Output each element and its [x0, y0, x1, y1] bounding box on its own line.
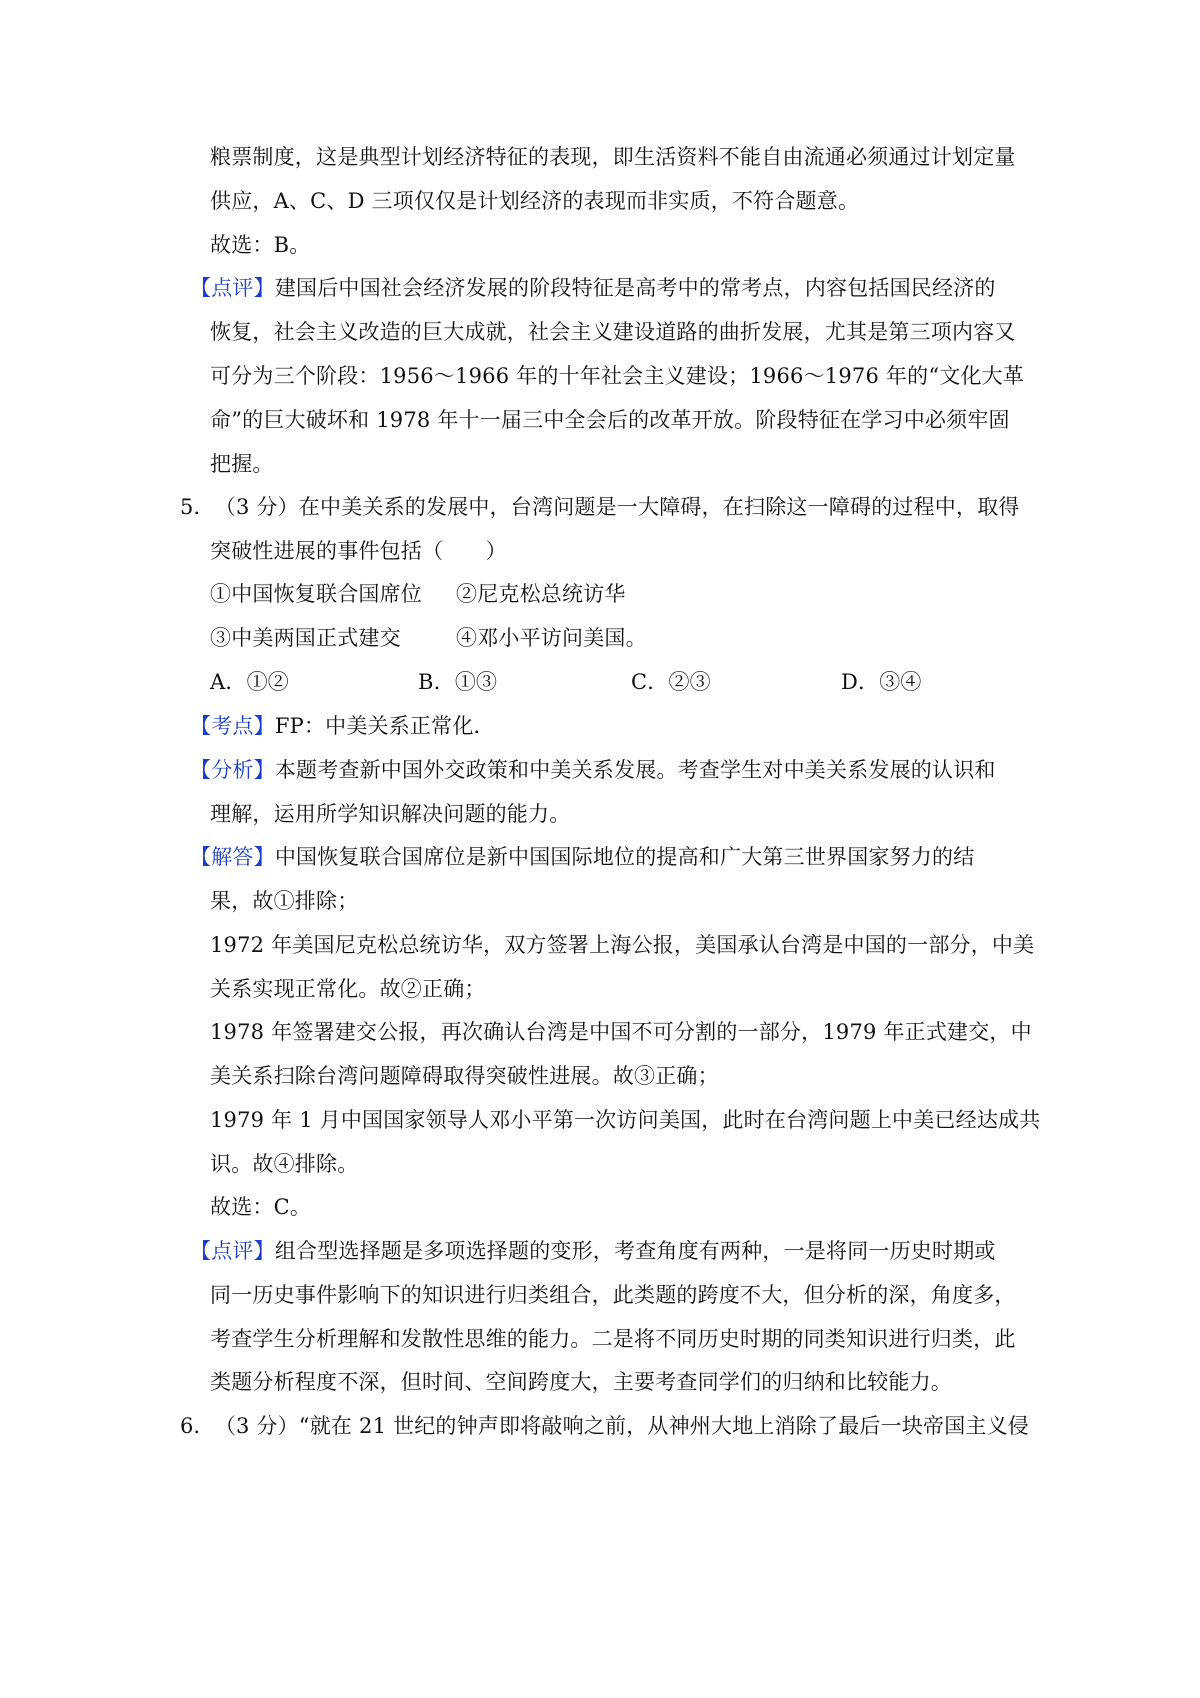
comment-text: 建国后中国社会经济发展的阶段特征是高考中的常考点，内容包括国民经济的 — [274, 276, 996, 300]
statement-item: ②尼克松总统访华 — [456, 582, 626, 606]
statement-item: ①中国恢复联合国席位 — [210, 582, 422, 606]
question-5-stem — [180, 493, 1020, 521]
kaodian-text: FP：中美关系正常化． — [274, 714, 495, 738]
jieda-tag: 【解答】 — [190, 845, 275, 869]
fenxi-line: 理解，运用所学知识解决问题的能力。 — [210, 802, 571, 826]
question-stem-text: （3 分）在中美关系的发展中，台湾问题是一大障碍，在扫除这一障碍的过程中，取得 — [214, 495, 1020, 519]
statement-item: ③中美两国正式建交 — [210, 626, 401, 650]
dianping-line: 类题分析程度不深，但时间、空间跨度大，主要考查同学们的归纳和比较能力。 — [210, 1370, 952, 1394]
prev-comment-line: 可分为三个阶段：1956～1966 年的十年社会主义建设；1966～1976 年的“文化大革 — [210, 364, 1025, 388]
question-6-stem — [180, 1412, 1030, 1440]
prev-answer: 故选：B。 — [210, 233, 311, 257]
dianping-line — [190, 1237, 1020, 1265]
jieda-line: 关系实现正常化。故②正确； — [210, 977, 486, 1001]
prev-comment-line: 恢复，社会主义改造的巨大成就，社会主义建设道路的曲折发展，尤其是第三项内容又 — [210, 320, 1016, 344]
fenxi-text: 本题考查新中国外交政策和中美关系发展。考查学生对中美关系发展的认识和 — [274, 758, 996, 782]
prev-solution-line: 供应，A、C、D 三项仅仅是计划经济的表现而非实质，不符合题意。 — [210, 189, 860, 213]
option-c: C．②③ — [631, 670, 711, 694]
option-d: D．③④ — [841, 670, 922, 694]
jieda-line: 果，故①排除； — [210, 889, 359, 913]
question-5-answer: 故选：C。 — [210, 1195, 312, 1219]
jieda-line: 识。故④排除。 — [210, 1152, 359, 1176]
dianping-line: 同一历史事件影响下的知识进行归类组合，此类题的跨度不大，但分析的深，角度多， — [210, 1283, 1016, 1307]
option-b: B．①③ — [418, 670, 498, 694]
prev-comment-line: 把握。 — [210, 452, 274, 476]
statement-item: ④邓小平访问美国。 — [456, 626, 647, 650]
dianping-text: 组合型选择题是多项选择题的变形，考查角度有两种，一是将同一历史时期或 — [274, 1239, 996, 1263]
jieda-line — [190, 843, 1020, 871]
prev-comment-line — [190, 274, 1020, 302]
question-number: 5． — [180, 495, 215, 519]
kaodian-tag: 【考点】 — [190, 714, 275, 738]
jieda-line: 美关系扫除台湾问题障碍取得突破性进展。故③正确； — [210, 1064, 719, 1088]
kaodian-line — [190, 712, 1020, 740]
jieda-text: 中国恢复联合国席位是新中国国际地位的提高和广大第三世界国家努力的结 — [274, 845, 975, 869]
question-5-items — [210, 624, 1040, 652]
question-stem-text: （3 分）“就在 21 世纪的钟声即将敲响之前，从神州大地上消除了最后一块帝国主义侵 — [214, 1414, 1030, 1438]
jieda-line: 1972 年美国尼克松总统访华，双方签署上海公报，美国承认台湾是中国的一部分，中美 — [210, 933, 1035, 957]
jieda-line: 1978 年签署建交公报，再次确认台湾是中国不可分割的一部分，1979 年正式建交，中 — [210, 1020, 1032, 1044]
prev-comment-line: 命”的巨大破坏和 1978 年十一届三中全会后的改革开放。阶段特征在学习中必须牢固 — [210, 408, 1010, 432]
option-a: A．①② — [210, 670, 289, 694]
prev-solution-line: 粮票制度，这是典型计划经济特征的表现，即生活资料不能自由流通必须通过计划定量 — [210, 145, 1016, 169]
fenxi-tag: 【分析】 — [190, 758, 275, 782]
comment-tag: 【点评】 — [190, 276, 275, 300]
fenxi-line — [190, 756, 1020, 784]
dianping-tag: 【点评】 — [190, 1239, 275, 1263]
question-5-options — [210, 668, 1040, 696]
question-number: 6． — [180, 1414, 215, 1438]
jieda-line: 1979 年 1 月中国国家领导人邓小平第一次访问美国，此时在台湾问题上中美已经达成共 — [210, 1108, 1041, 1132]
dianping-line: 考查学生分析理解和发散性思维的能力。二是将不同历史时期的同类知识进行归类，此 — [210, 1327, 1016, 1351]
question-5-items — [210, 580, 1040, 608]
question-5-stem: 突破性进展的事件包括（ ） — [210, 539, 507, 563]
